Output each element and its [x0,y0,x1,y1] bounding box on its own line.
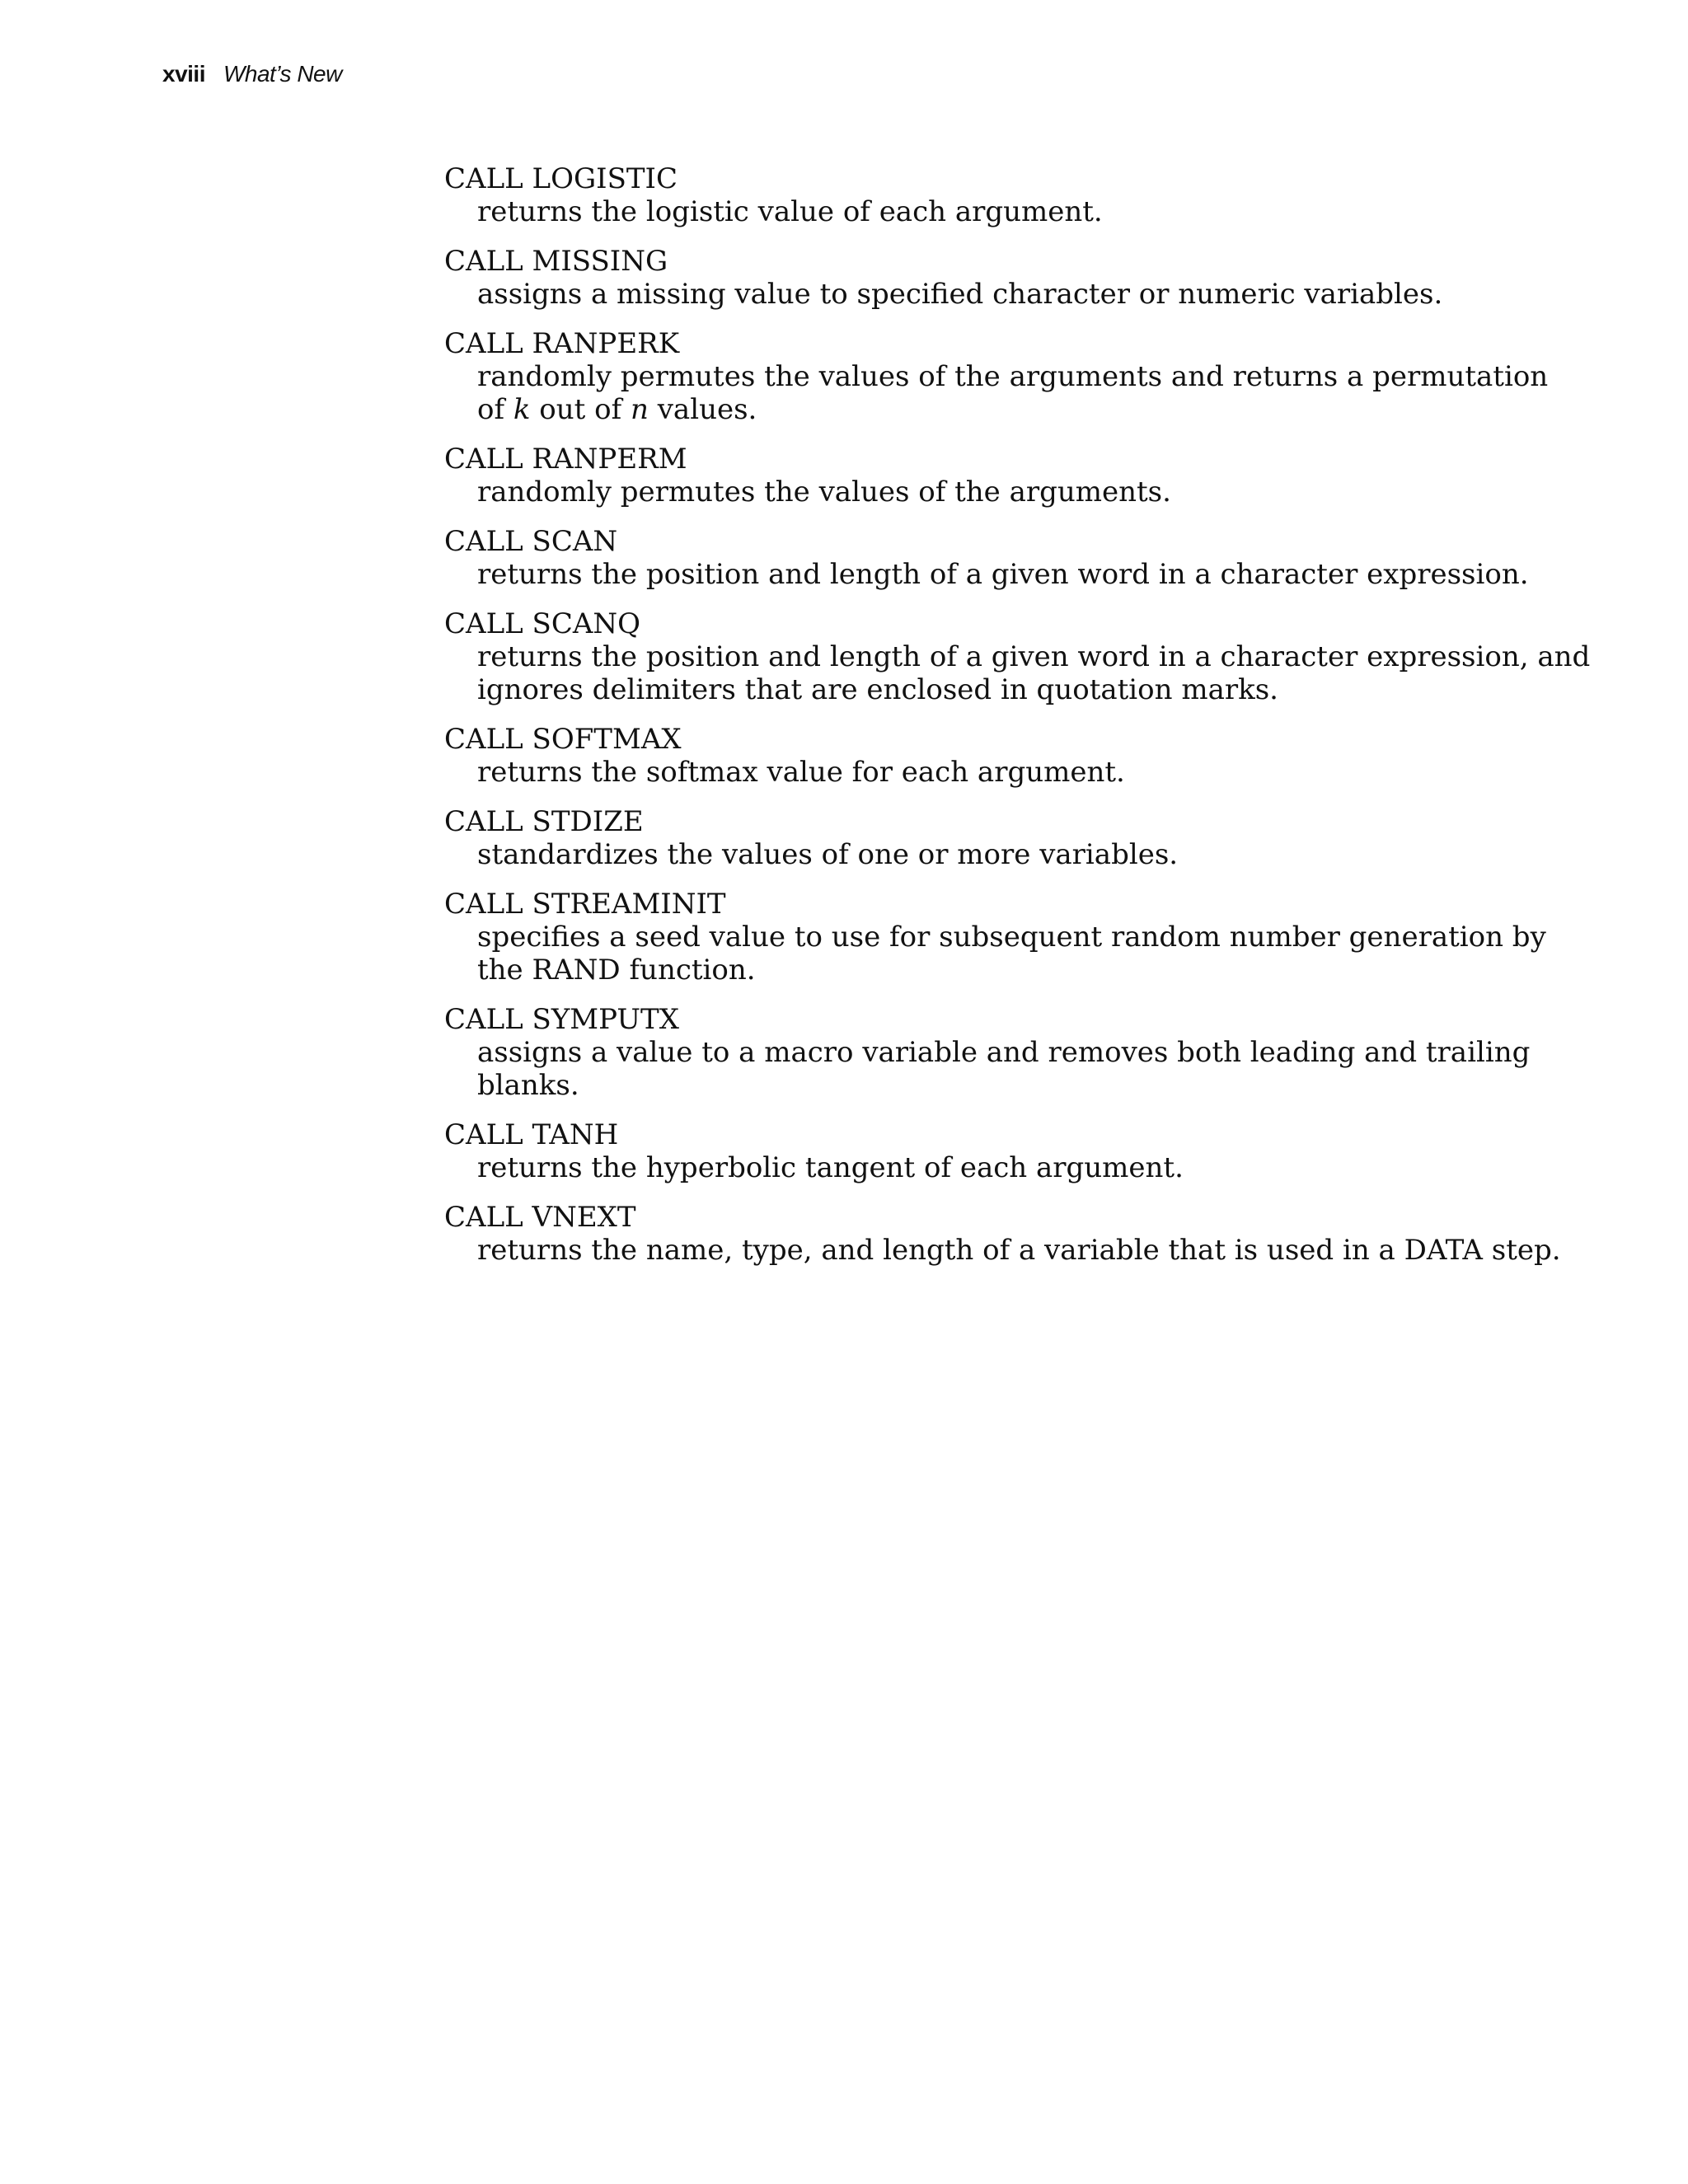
list-item [444,245,1483,311]
routine-description: randomly permutes the values of the arguments and returns a permutation of k out of n values. [477,360,1549,426]
routine-description: assigns a value to a macro variable and removes both leading and trailing blanks. [477,1036,1531,1102]
running-head [162,59,342,89]
variable-n: n [631,393,649,426]
routine-description: standardizes the values of one or more variables. [477,838,1179,871]
page-number: xviii [162,61,205,87]
list-item [444,1003,1531,1102]
routine-name: CALL STREAMINIT [444,888,726,921]
routine-name: CALL TANH [444,1118,619,1151]
list-item [444,1201,1561,1267]
routine-description: assigns a missing value to specified character or numeric variables. [477,278,1443,311]
routine-name: CALL SCANQ [444,607,641,640]
section-title: What’s New [223,61,342,87]
routine-description: returns the position and length of a given word in a character expression, and ignores delimiters that are enclosed in quotation marks. [477,640,1591,706]
routine-name: CALL SYMPUTX [444,1003,679,1036]
list-item [444,162,1483,228]
routine-name: CALL LOGISTIC [444,162,678,195]
routine-name: CALL VNEXT [444,1201,636,1234]
list-item [444,607,1591,706]
routine-name: CALL SCAN [444,525,618,558]
list-item [444,805,1483,871]
list-item [444,327,1549,426]
list-item [444,888,1546,987]
list-item [444,723,1483,789]
list-item [444,443,1483,509]
list-item [444,1118,1483,1184]
routine-description: returns the position and length of a given word in a character expression. [477,558,1529,591]
routine-name: CALL RANPERK [444,327,680,360]
routine-description: returns the logistic value of each argument. [477,195,1103,228]
routine-name: CALL STDIZE [444,805,644,838]
routine-name: CALL MISSING [444,245,668,278]
routine-name: CALL SOFTMAX [444,723,682,756]
call-routine-list [444,162,1591,1283]
routine-description: returns the hyperbolic tangent of each argument. [477,1151,1184,1184]
routine-description: returns the softmax value for each argument. [477,756,1125,789]
routine-name: CALL RANPERM [444,443,687,476]
routine-description: specifies a seed value to use for subsequent random number generation by the RAND function. [477,921,1546,987]
routine-description: randomly permutes the values of the arguments. [477,476,1171,509]
list-item [444,525,1529,591]
routine-description: returns the name, type, and length of a variable that is used in a DATA step. [477,1234,1561,1267]
variable-k: k [513,393,531,426]
